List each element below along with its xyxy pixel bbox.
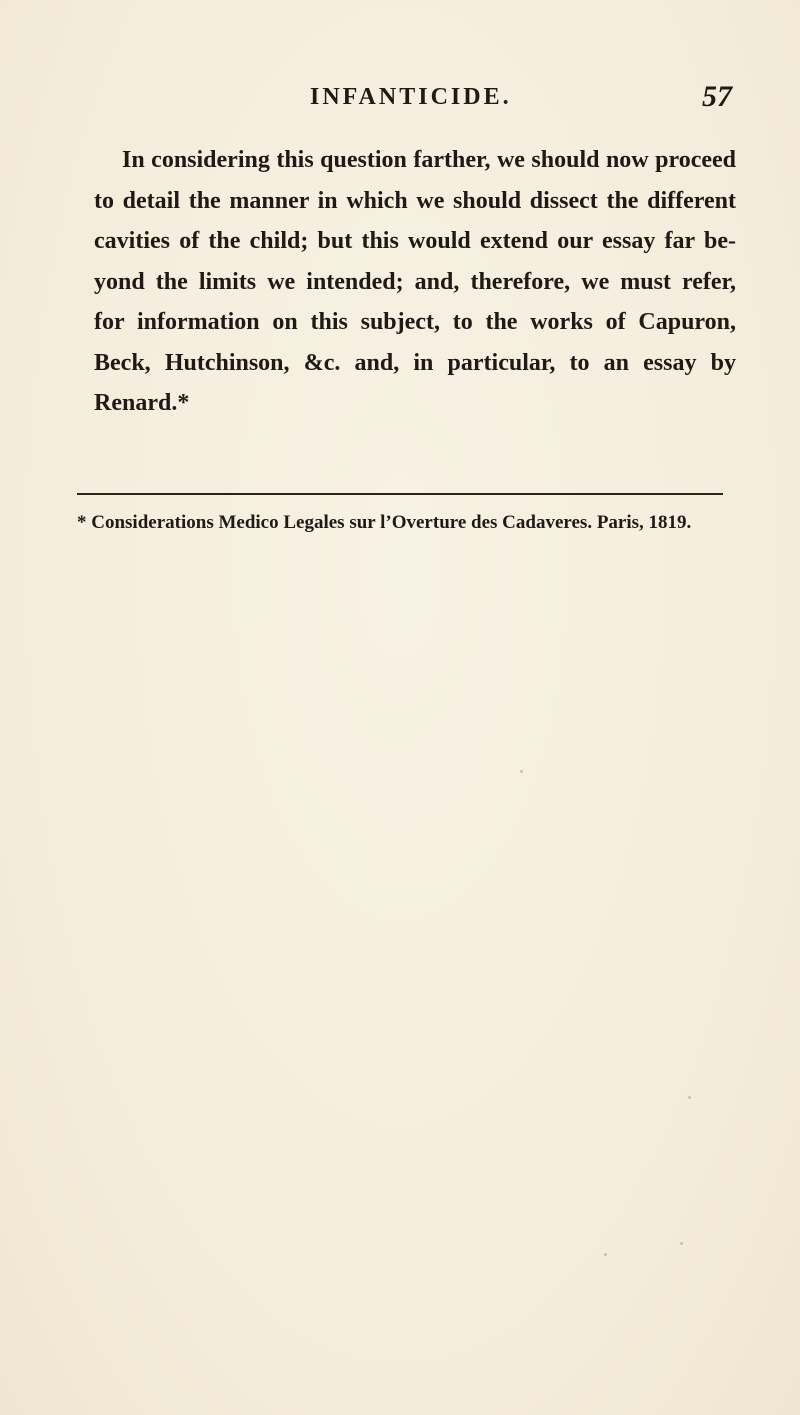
body-line: for information on this subject, to the works of Capuron,	[94, 309, 736, 335]
paper-speck	[604, 1253, 607, 1256]
footnote-divider	[77, 493, 723, 495]
body-line: to detail the manner in which we should dissect the different	[94, 187, 736, 214]
body-paragraph	[94, 140, 736, 424]
paper-speck	[688, 1096, 691, 1099]
running-head	[0, 80, 800, 124]
page-number: 57	[702, 80, 732, 113]
body-line: Renard.*	[94, 390, 190, 416]
body-line: yond the limits we intended; and, therefore, we must refer,	[94, 268, 736, 295]
body-line: In considering this question farther, we should now proceed	[122, 147, 736, 173]
paper-speck	[520, 770, 523, 773]
footnote: * Considerations Medico Legales sur l’Overture des Cadaveres. Paris, 1819.	[77, 512, 692, 533]
paper-speck	[680, 1242, 683, 1245]
body-line: Beck, Hutchinson, &c. and, in particular, to an essay by	[94, 349, 736, 376]
running-head-title: INFANTICIDE.	[310, 84, 512, 110]
body-line: cavities of the child; but this would extend our essay far be-	[94, 228, 736, 254]
